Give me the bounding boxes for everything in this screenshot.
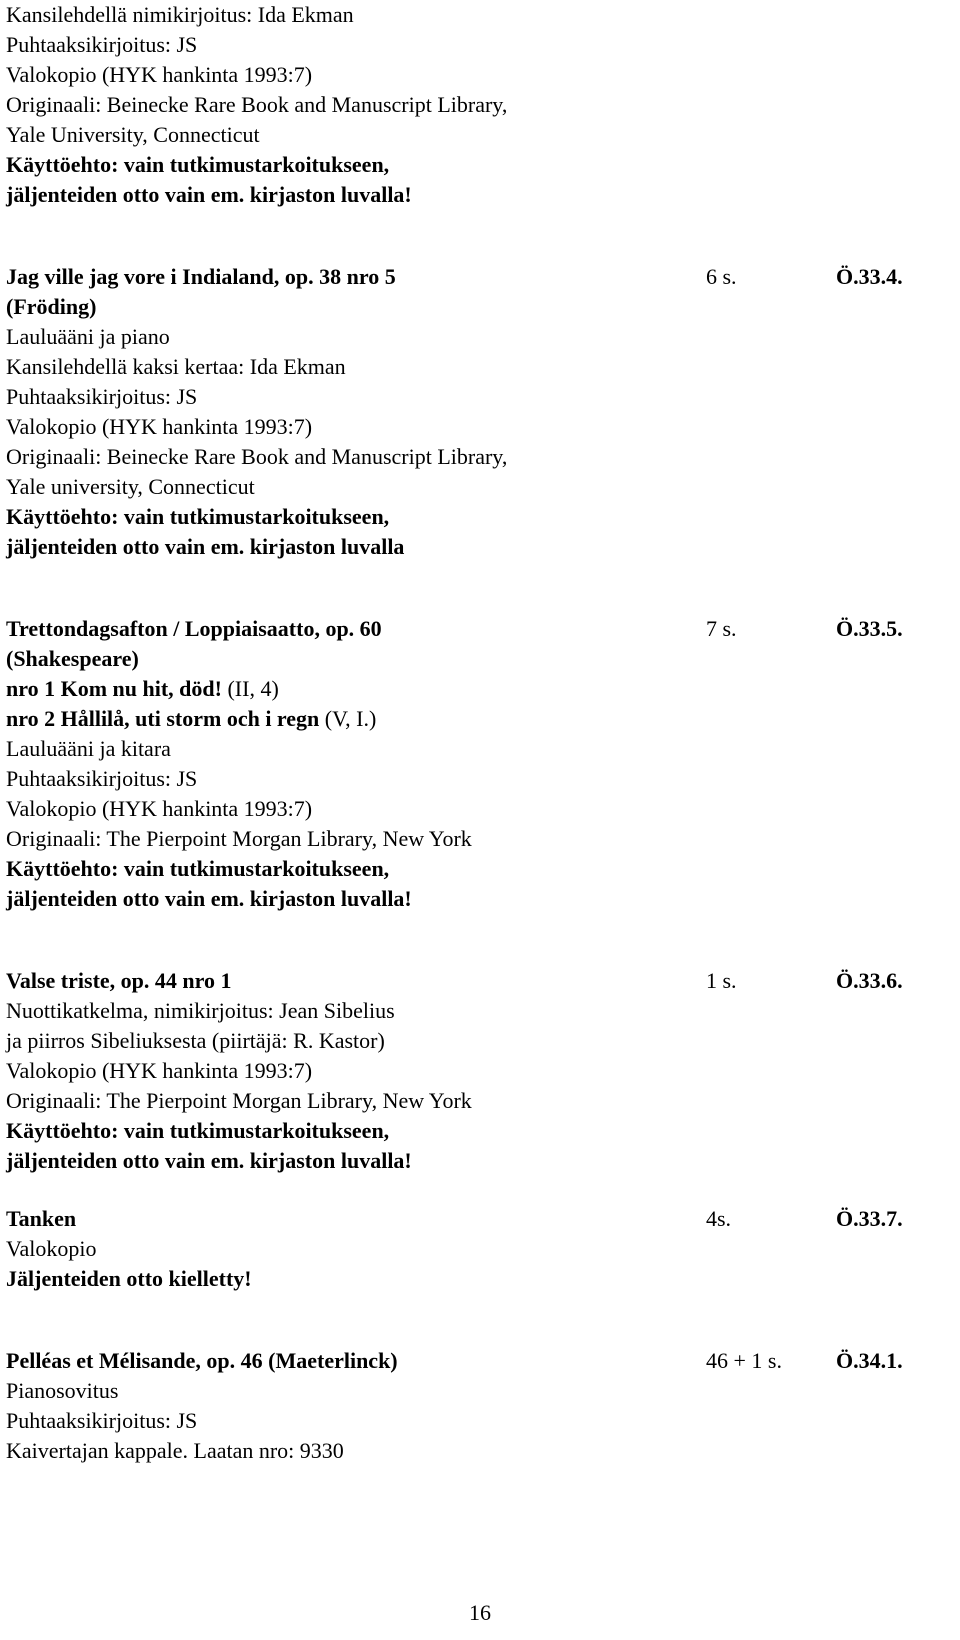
intro-line: Puhtaaksikirjoitus: JS bbox=[6, 32, 198, 57]
entry-title: Trettondagsafton / Loppiaisaatto, op. 60 bbox=[6, 616, 382, 641]
entry-pages: 6 s. bbox=[706, 264, 737, 289]
entry-line: Puhtaaksikirjoitus: JS bbox=[6, 384, 198, 409]
entry-signum: Ö.33.6. bbox=[836, 968, 903, 993]
entry-line: Originaali: The Pierpoint Morgan Library, New York bbox=[6, 826, 472, 851]
entry-pages: 46 + 1 s. bbox=[706, 1348, 782, 1373]
entry-line: Valokopio (HYK hankinta 1993:7) bbox=[6, 1058, 313, 1083]
entry-line: ja piirros Sibeliuksesta (piirtäjä: R. Kastor) bbox=[6, 1028, 385, 1053]
song-title: nro 2 Hållilå, uti storm och i regn bbox=[6, 706, 320, 731]
entry-terms: Käyttöehto: vain tutkimustarkoitukseen, bbox=[6, 504, 390, 529]
entry-line: Puhtaaksikirjoitus: JS bbox=[6, 1408, 198, 1433]
entry-line: Originaali: Beinecke Rare Book and Manuscript Library, bbox=[6, 444, 508, 469]
entry-line: Originaali: The Pierpoint Morgan Library, New York bbox=[6, 1088, 472, 1113]
entry-pages: 4s. bbox=[706, 1206, 732, 1231]
intro-line: Valokopio (HYK hankinta 1993:7) bbox=[6, 62, 313, 87]
entry-title: Tanken bbox=[6, 1206, 77, 1231]
song-ref: (II, 4) bbox=[221, 676, 279, 701]
entry-line: Lauluääni ja piano bbox=[6, 324, 170, 349]
entry-title: Jag ville jag vore i Indialand, op. 38 nro 5 bbox=[6, 264, 396, 289]
entry-terms: Käyttöehto: vain tutkimustarkoitukseen, bbox=[6, 1118, 390, 1143]
entry-signum: Ö.33.7. bbox=[836, 1206, 903, 1231]
entry-terms: jäljenteiden otto vain em. kirjaston luvalla bbox=[6, 534, 405, 559]
entry-line: Puhtaaksikirjoitus: JS bbox=[6, 766, 198, 791]
entry-terms: Käyttöehto: vain tutkimustarkoitukseen, bbox=[6, 856, 390, 881]
entry-song bbox=[6, 704, 376, 734]
entry-signum: Ö.33.4. bbox=[836, 264, 903, 289]
entry-title: Valse triste, op. 44 nro 1 bbox=[6, 968, 232, 993]
intro-line: Originaali: Beinecke Rare Book and Manuscript Library, bbox=[6, 92, 508, 117]
entry-line: Nuottikatkelma, nimikirjoitus: Jean Sibelius bbox=[6, 998, 395, 1023]
entry-line: Valokopio (HYK hankinta 1993:7) bbox=[6, 796, 313, 821]
intro-terms-line: jäljenteiden otto vain em. kirjaston luvalla! bbox=[6, 182, 412, 207]
intro-terms-line: Käyttöehto: vain tutkimustarkoitukseen, bbox=[6, 152, 390, 177]
entry-song bbox=[6, 674, 279, 704]
song-title: nro 1 Kom nu hit, död! bbox=[6, 676, 222, 701]
entry-subtitle: (Fröding) bbox=[6, 294, 97, 319]
entry-line: Kaivertajan kappale. Laatan nro: 9330 bbox=[6, 1438, 344, 1463]
entry-line: Valokopio (HYK hankinta 1993:7) bbox=[6, 414, 313, 439]
entry-signum: Ö.33.5. bbox=[836, 616, 903, 641]
entry-line: Valokopio bbox=[6, 1236, 97, 1261]
entry-terms: Jäljenteiden otto kielletty! bbox=[6, 1266, 252, 1291]
entry-line: Kansilehdellä kaksi kertaa: Ida Ekman bbox=[6, 354, 346, 379]
entry-pages: 7 s. bbox=[706, 616, 737, 641]
entry-terms: jäljenteiden otto vain em. kirjaston luvalla! bbox=[6, 1148, 412, 1173]
entry-line: Lauluääni ja kitara bbox=[6, 736, 171, 761]
intro-line: Yale University, Connecticut bbox=[6, 122, 260, 147]
page-number: 16 bbox=[469, 1600, 491, 1625]
entry-pages: 1 s. bbox=[706, 968, 737, 993]
entry-title: Pelléas et Mélisande, op. 46 (Maeterlinck) bbox=[6, 1348, 398, 1373]
intro-line: Kansilehdellä nimikirjoitus: Ida Ekman bbox=[6, 2, 354, 27]
entry-terms: jäljenteiden otto vain em. kirjaston luvalla! bbox=[6, 886, 412, 911]
entry-line: Yale university, Connecticut bbox=[6, 474, 255, 499]
entry-line: Pianosovitus bbox=[6, 1378, 119, 1403]
song-ref: (V, I.) bbox=[319, 706, 377, 731]
entry-subtitle: (Shakespeare) bbox=[6, 646, 139, 671]
entry-signum: Ö.34.1. bbox=[836, 1348, 903, 1373]
